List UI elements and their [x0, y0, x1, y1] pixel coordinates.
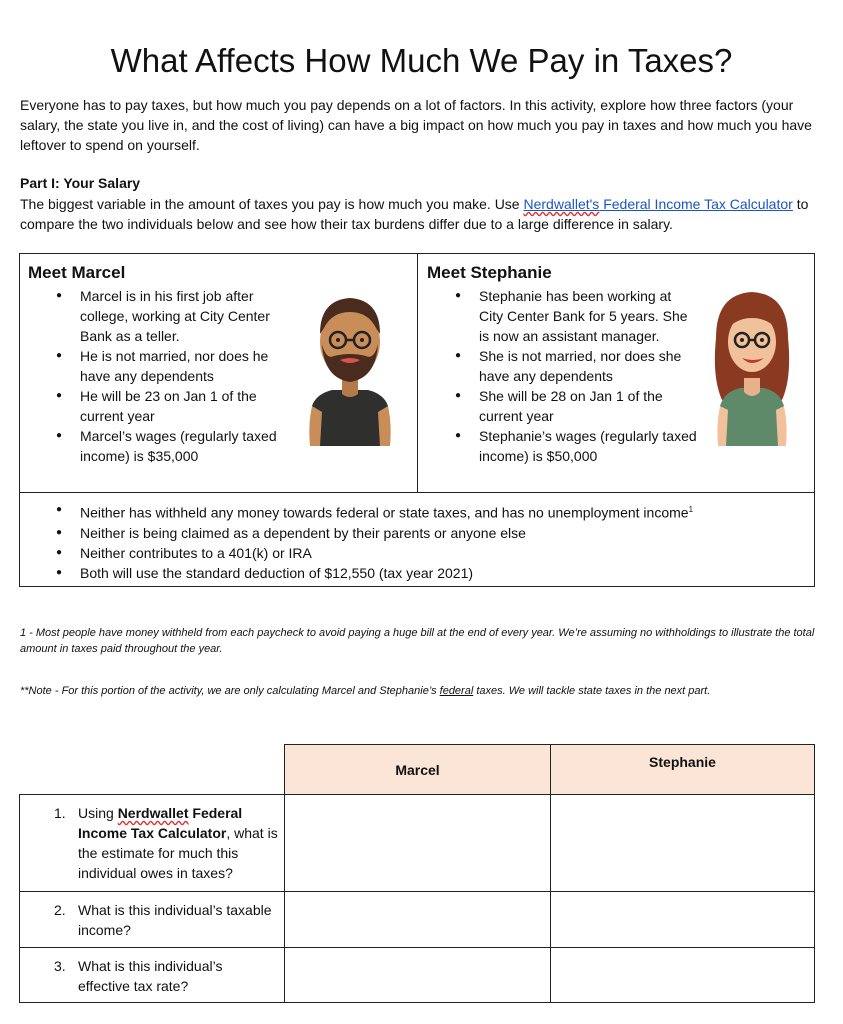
list-item: ● She is not married, nor does she have any dependents: [419, 346, 699, 386]
question-1-bold-word: Nerdwallet: [117, 805, 189, 821]
answer-cell-stephanie-3[interactable]: [550, 947, 815, 1003]
list-item: ● Both will use the standard deduction of $12,550 (tax year 2021): [20, 563, 810, 583]
table-row-question-3: [19, 947, 285, 1003]
question-1-post: , what is the estimate for much this individual owes in taxes?: [78, 825, 278, 881]
shared-fact-text: Neither has withheld any money towards federal or state taxes, and has no unemployment income: [80, 504, 689, 521]
marcel-avatar: [302, 294, 398, 446]
shared-facts: [20, 500, 810, 583]
question-number: 1.: [54, 805, 66, 821]
part1-text-before: The biggest variable in the amount of taxes you pay is how much you make. Use: [20, 196, 524, 212]
part1-text-after: to compare the two individuals below and see how their tax burdens differ due to a large difference in salary.: [20, 196, 809, 232]
list-item: ● Neither contributes to a 401(k) or IRA: [20, 543, 810, 563]
footnote-text: 1 - Most people have money withheld from each paycheck to avoid paying a huge bill at the end of every year. We’re assuming no withholdings to illustrate the total amount in taxes paid throughout the year.: [20, 627, 815, 655]
list-item: ● Neither is being claimed as a dependent by their parents or anyone else: [20, 523, 810, 543]
question-number: 3.: [54, 958, 66, 974]
list-item: ● Marcel’s wages (regularly taxed income) is $35,000: [20, 426, 302, 466]
note-text-before: **Note - For this portion of the activity, we are only calculating Marcel and Stephanie’s: [20, 685, 440, 697]
column-divider: [417, 254, 418, 492]
people-box: [19, 253, 815, 587]
table-row-question-1: [19, 794, 285, 892]
stephanie-avatar: [706, 288, 798, 446]
answer-cell-stephanie-1[interactable]: [550, 794, 815, 892]
question-text: What is this individual’s taxable income?: [78, 902, 272, 938]
list-item: ● Stephanie has been working at City Center Bank for 5 years. She is now an assistant manager.: [419, 286, 699, 346]
nerdwallet-link-rest: Federal Income Tax Calculator: [599, 196, 793, 212]
answer-cell-stephanie-2[interactable]: [550, 891, 815, 948]
question-number: 2.: [54, 902, 66, 918]
part1-description: [20, 194, 820, 234]
column-header-marcel: Marcel: [284, 744, 551, 795]
part1-heading: Part I: Your Salary: [20, 175, 141, 191]
stephanie-facts: [419, 286, 699, 466]
list-item: ● He is not married, nor does he have any dependents: [20, 346, 302, 386]
intro-paragraph: Everyone has to pay taxes, but how much you pay depends on a lot of factors. In this activity, explore how three factors (your salary, the state you live in, and the cost of living) can have a big impact on how much you pay in taxes and how much you have leftover to spend on yourself.: [20, 97, 812, 153]
answer-cell-marcel-3[interactable]: [284, 947, 551, 1003]
page-title: What Affects How Much We Pay in Taxes?: [110, 42, 733, 79]
footnote-marker: 1: [688, 505, 694, 514]
list-item: ● He will be 23 on Jan 1 of the current year: [20, 386, 302, 426]
table-row-question-2: [19, 891, 285, 948]
federal-note: [20, 683, 820, 699]
nerdwallet-link-word: Nerdwallet's: [523, 196, 600, 212]
nerdwallet-link[interactable]: [524, 196, 793, 212]
list-item: ● Marcel is in his first job after college, working at City Center Bank as a teller.: [20, 286, 302, 346]
column-header-stephanie: Stephanie: [550, 744, 815, 795]
stephanie-heading: Meet Stephanie: [427, 263, 552, 282]
marcel-heading: Meet Marcel: [28, 263, 126, 282]
question-text: What is this individual’s effective tax rate?: [78, 958, 223, 994]
list-item: ● Stephanie’s wages (regularly taxed income) is $50,000: [419, 426, 699, 466]
question-text: [78, 803, 278, 883]
answer-cell-marcel-1[interactable]: [284, 794, 551, 892]
answer-cell-marcel-2[interactable]: [284, 891, 551, 948]
note-text-after: taxes. We will tackle state taxes in the next part.: [473, 685, 711, 697]
question-1-pre: Using: [78, 805, 118, 821]
row-divider: [20, 492, 814, 493]
marcel-facts: [20, 286, 302, 466]
list-item: ● She will be 28 on Jan 1 of the current year: [419, 386, 699, 426]
question-1-bold-rest: Federal Income Tax Calculator: [78, 805, 243, 841]
note-underlined-word: federal: [439, 685, 474, 697]
list-item: [20, 500, 810, 523]
